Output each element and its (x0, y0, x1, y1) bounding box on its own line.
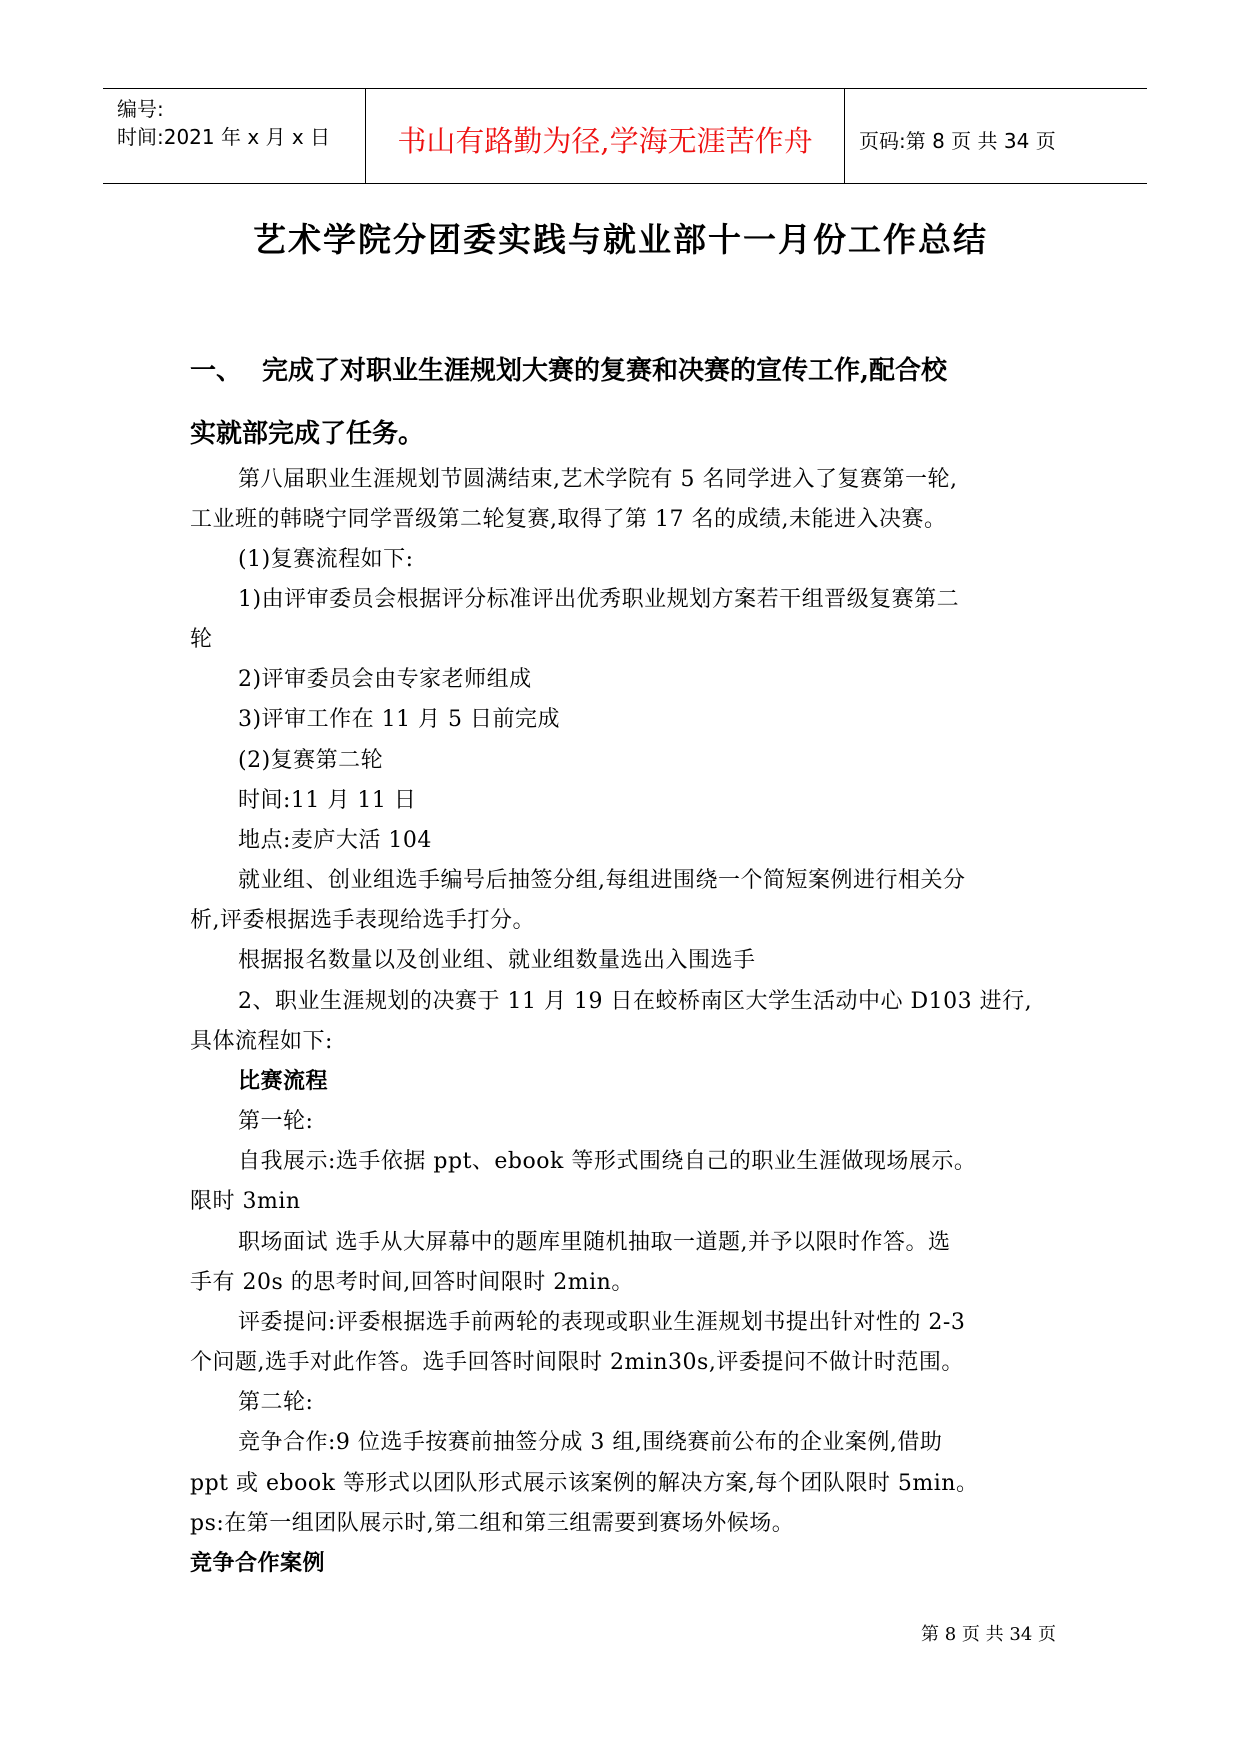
body-line: 第二轮: (238, 1390, 314, 1415)
section-heading-line2: 实就部完成了任务。 (190, 419, 425, 449)
body-line: (2)复赛第二轮 (238, 748, 384, 773)
page-header (103, 88, 1147, 184)
document-title: 艺术学院分团委实践与就业部十一月份工作总结 (253, 220, 988, 259)
body-line: ps:在第一组团队展示时,第二组和第三组需要到赛场外候场。 (190, 1511, 795, 1536)
body-line: 3)评审工作在 11 月 5 日前完成 (238, 707, 561, 732)
body-line: 自我展示:选手依据 ppt、ebook 等形式围绕自己的职业生涯做现场展示。 (238, 1149, 977, 1174)
body-line: ppt 或 ebook 等形式以团队形式展示该案例的解决方案,每个团队限时 5min。 (190, 1471, 979, 1496)
body-line: 轮 (190, 627, 213, 652)
body-line: 2、职业生涯规划的决赛于 11 月 19 日在蛟桥南区大学生活动中心 D103 进行, (238, 989, 1033, 1014)
body-line: 限时 3min (190, 1189, 301, 1214)
body-line: 手有 20s 的思考时间,回答时间限时 2min。 (190, 1270, 634, 1295)
body-line: 第一轮: (238, 1109, 314, 1134)
body-line: 就业组、创业组选手编号后抽签分组,每组进围绕一个简短案例进行相关分 (238, 868, 966, 893)
body-line: (1)复赛流程如下: (238, 547, 414, 572)
body-line: 1)由评审委员会根据评分标准评出优秀职业规划方案若干组晋级复赛第二 (238, 587, 960, 612)
document-time-label: 时间:2021 年 x 月 x 日 (117, 125, 331, 149)
header-motto-cell (366, 89, 845, 183)
body-line: 根据报名数量以及创业组、就业组数量选出入围选手 (238, 948, 756, 973)
header-motto: 书山有路勤为径,学海无涯苦作舟 (397, 124, 813, 158)
section-heading (190, 350, 947, 387)
body-line: 工业班的韩晓宁同学晋级第二轮复赛,取得了第 17 名的成绩,未能进入决赛。 (190, 507, 947, 532)
body-line: 职场面试 选手从大屏幕中的题库里随机抽取一道题,并予以限时作答。选 (238, 1230, 951, 1255)
body-line: 具体流程如下: (190, 1029, 333, 1054)
subheading-competition-case: 竞争合作案例 (190, 1550, 326, 1576)
body-line: 地点:麦庐大活 104 (238, 828, 432, 853)
header-page-cell (845, 89, 1147, 183)
section-number: 一、 (190, 356, 243, 386)
header-page-number: 页码:第 8 页 共 34 页 (859, 129, 1056, 153)
body-line: 第八届职业生涯规划节圆满结束,艺术学院有 5 名同学进入了复赛第一轮, (238, 467, 958, 492)
body-line: 竞争合作:9 位选手按赛前抽签分成 3 组,围绕赛前公布的企业案例,借助 (238, 1430, 943, 1455)
body-line: 析,评委根据选手表现给选手打分。 (190, 908, 535, 933)
section-heading-line1: 完成了对职业生涯规划大赛的复赛和决赛的宣传工作,配合校 (262, 356, 948, 386)
subheading-race-process: 比赛流程 (238, 1068, 329, 1094)
body-line: 个问题,选手对此作答。选手回答时间限时 2min30s,评委提问不做计时范围。 (190, 1350, 964, 1375)
body-line: 评委提问:评委根据选手前两轮的表现或职业生涯规划书提出针对性的 2-3 (238, 1310, 966, 1335)
body-line: 时间:11 月 11 日 (238, 788, 417, 813)
document-number-label: 编号: (117, 97, 164, 121)
body-line: 2)评审委员会由专家老师组成 (238, 667, 532, 692)
page-footer: 第 8 页 共 34 页 (921, 1624, 1056, 1645)
header-meta-cell (103, 89, 366, 183)
